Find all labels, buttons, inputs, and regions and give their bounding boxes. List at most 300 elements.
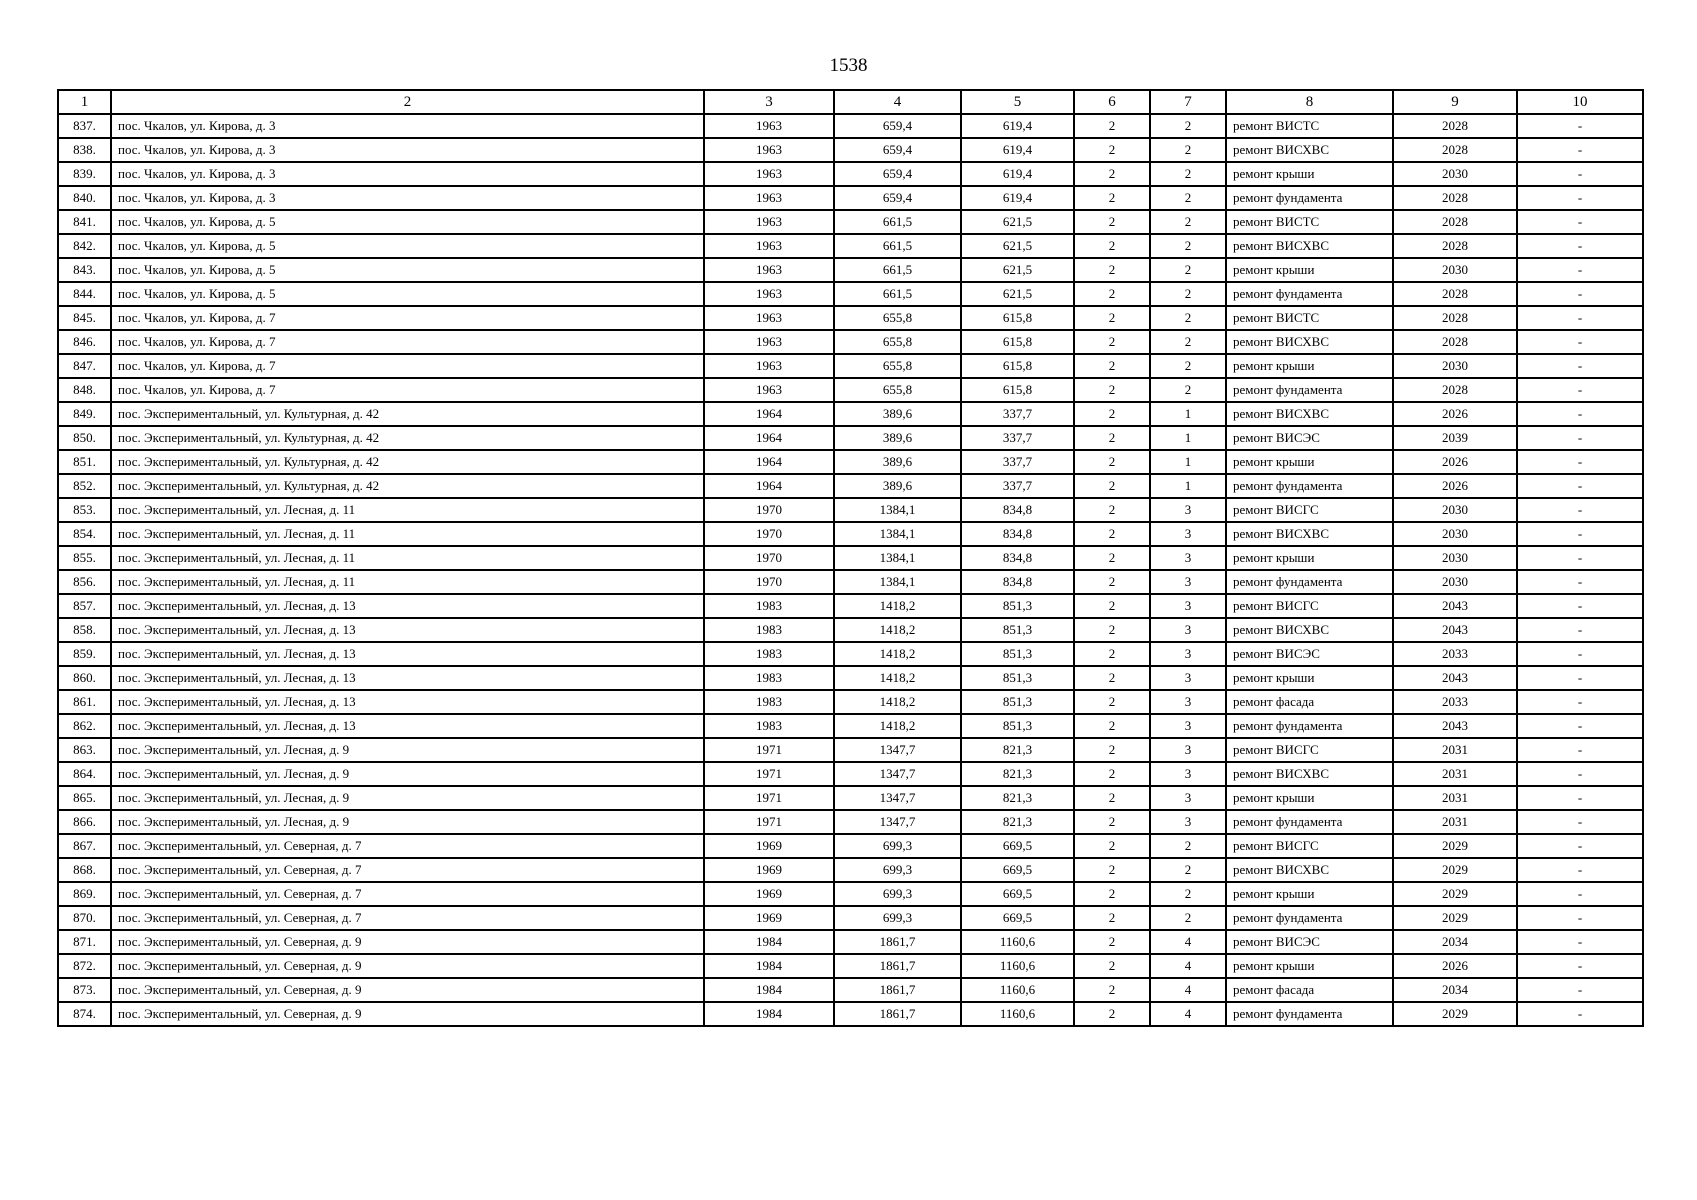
row-number-cell: 869. [58, 882, 111, 906]
col-6-value-cell: 2 [1074, 618, 1150, 642]
living-area-cell: 619,4 [961, 114, 1074, 138]
col-6-value-cell: 2 [1074, 738, 1150, 762]
work-type-cell: ремонт крыши [1226, 546, 1393, 570]
table-row [58, 426, 1643, 450]
col-6-value-cell: 2 [1074, 810, 1150, 834]
column-header-10: 10 [1517, 90, 1643, 114]
col-7-value-cell: 2 [1150, 882, 1226, 906]
col-7-value-cell: 1 [1150, 474, 1226, 498]
col-10-value-cell: - [1517, 186, 1643, 210]
col-6-value-cell: 2 [1074, 570, 1150, 594]
total-area-cell: 655,8 [834, 330, 961, 354]
address-cell: пос. Экспериментальный, ул. Северная, д. 9 [111, 930, 704, 954]
total-area-cell: 389,6 [834, 426, 961, 450]
address-cell: пос. Экспериментальный, ул. Лесная, д. 9 [111, 810, 704, 834]
work-type-cell: ремонт ВИСХВС [1226, 762, 1393, 786]
col-6-value-cell: 2 [1074, 858, 1150, 882]
year-built-cell: 1983 [704, 642, 834, 666]
col-10-value-cell: - [1517, 714, 1643, 738]
planned-year-cell: 2034 [1393, 978, 1517, 1002]
work-type-cell: ремонт крыши [1226, 162, 1393, 186]
col-10-value-cell: - [1517, 642, 1643, 666]
work-type-cell: ремонт фундамента [1226, 474, 1393, 498]
planned-year-cell: 2026 [1393, 450, 1517, 474]
row-number-cell: 839. [58, 162, 111, 186]
total-area-cell: 1418,2 [834, 714, 961, 738]
col-7-value-cell: 1 [1150, 426, 1226, 450]
work-type-cell: ремонт ВИСГС [1226, 498, 1393, 522]
col-10-value-cell: - [1517, 546, 1643, 570]
row-number-cell: 865. [58, 786, 111, 810]
living-area-cell: 1160,6 [961, 1002, 1074, 1026]
planned-year-cell: 2030 [1393, 522, 1517, 546]
living-area-cell: 821,3 [961, 738, 1074, 762]
table-row [58, 450, 1643, 474]
year-built-cell: 1964 [704, 450, 834, 474]
living-area-cell: 669,5 [961, 882, 1074, 906]
work-type-cell: ремонт ВИСГС [1226, 834, 1393, 858]
row-number-cell: 870. [58, 906, 111, 930]
column-header-7: 7 [1150, 90, 1226, 114]
table-row [58, 714, 1643, 738]
living-area-cell: 851,3 [961, 690, 1074, 714]
address-cell: пос. Чкалов, ул. Кирова, д. 7 [111, 330, 704, 354]
work-type-cell: ремонт ВИСХВС [1226, 402, 1393, 426]
work-type-cell: ремонт фундамента [1226, 570, 1393, 594]
table-row [58, 474, 1643, 498]
work-type-cell: ремонт фундамента [1226, 1002, 1393, 1026]
year-built-cell: 1969 [704, 906, 834, 930]
col-10-value-cell: - [1517, 138, 1643, 162]
col-7-value-cell: 2 [1150, 114, 1226, 138]
address-cell: пос. Чкалов, ул. Кирова, д. 3 [111, 138, 704, 162]
col-7-value-cell: 2 [1150, 858, 1226, 882]
work-type-cell: ремонт ВИСГС [1226, 738, 1393, 762]
row-number-cell: 853. [58, 498, 111, 522]
row-number-cell: 837. [58, 114, 111, 138]
col-7-value-cell: 3 [1150, 738, 1226, 762]
col-7-value-cell: 2 [1150, 354, 1226, 378]
address-cell: пос. Чкалов, ул. Кирова, д. 3 [111, 186, 704, 210]
col-10-value-cell: - [1517, 978, 1643, 1002]
planned-year-cell: 2028 [1393, 306, 1517, 330]
living-area-cell: 337,7 [961, 426, 1074, 450]
living-area-cell: 834,8 [961, 522, 1074, 546]
total-area-cell: 1347,7 [834, 738, 961, 762]
address-cell: пос. Экспериментальный, ул. Северная, д. 9 [111, 954, 704, 978]
total-area-cell: 659,4 [834, 138, 961, 162]
living-area-cell: 621,5 [961, 258, 1074, 282]
row-number-cell: 871. [58, 930, 111, 954]
row-number-cell: 866. [58, 810, 111, 834]
col-10-value-cell: - [1517, 210, 1643, 234]
work-type-cell: ремонт ВИСХВС [1226, 330, 1393, 354]
col-10-value-cell: - [1517, 690, 1643, 714]
planned-year-cell: 2029 [1393, 1002, 1517, 1026]
total-area-cell: 1418,2 [834, 666, 961, 690]
living-area-cell: 337,7 [961, 474, 1074, 498]
col-7-value-cell: 2 [1150, 234, 1226, 258]
address-cell: пос. Экспериментальный, ул. Лесная, д. 13 [111, 666, 704, 690]
living-area-cell: 615,8 [961, 378, 1074, 402]
col-6-value-cell: 2 [1074, 498, 1150, 522]
table-row [58, 954, 1643, 978]
planned-year-cell: 2028 [1393, 378, 1517, 402]
address-cell: пос. Чкалов, ул. Кирова, д. 5 [111, 210, 704, 234]
work-type-cell: ремонт крыши [1226, 882, 1393, 906]
year-built-cell: 1963 [704, 162, 834, 186]
col-6-value-cell: 2 [1074, 402, 1150, 426]
total-area-cell: 1384,1 [834, 498, 961, 522]
planned-year-cell: 2031 [1393, 762, 1517, 786]
col-10-value-cell: - [1517, 594, 1643, 618]
address-cell: пос. Экспериментальный, ул. Лесная, д. 13 [111, 690, 704, 714]
living-area-cell: 615,8 [961, 330, 1074, 354]
row-number-cell: 846. [58, 330, 111, 354]
table-row [58, 354, 1643, 378]
col-6-value-cell: 2 [1074, 378, 1150, 402]
year-built-cell: 1983 [704, 714, 834, 738]
col-10-value-cell: - [1517, 738, 1643, 762]
row-number-cell: 873. [58, 978, 111, 1002]
year-built-cell: 1971 [704, 738, 834, 762]
row-number-cell: 845. [58, 306, 111, 330]
row-number-cell: 847. [58, 354, 111, 378]
table-body [58, 114, 1643, 1026]
col-10-value-cell: - [1517, 402, 1643, 426]
address-cell: пос. Экспериментальный, ул. Культурная, д. 42 [111, 426, 704, 450]
living-area-cell: 821,3 [961, 786, 1074, 810]
year-built-cell: 1969 [704, 858, 834, 882]
col-10-value-cell: - [1517, 378, 1643, 402]
col-10-value-cell: - [1517, 498, 1643, 522]
col-7-value-cell: 2 [1150, 330, 1226, 354]
living-area-cell: 834,8 [961, 498, 1074, 522]
col-7-value-cell: 2 [1150, 162, 1226, 186]
col-10-value-cell: - [1517, 450, 1643, 474]
table-row [58, 138, 1643, 162]
column-header-9: 9 [1393, 90, 1517, 114]
living-area-cell: 615,8 [961, 306, 1074, 330]
total-area-cell: 699,3 [834, 858, 961, 882]
work-type-cell: ремонт ВИСХВС [1226, 618, 1393, 642]
col-7-value-cell: 3 [1150, 546, 1226, 570]
column-header-5: 5 [961, 90, 1074, 114]
table-row [58, 810, 1643, 834]
table-row [58, 306, 1643, 330]
col-10-value-cell: - [1517, 1002, 1643, 1026]
col-10-value-cell: - [1517, 114, 1643, 138]
planned-year-cell: 2031 [1393, 810, 1517, 834]
row-number-cell: 868. [58, 858, 111, 882]
col-6-value-cell: 2 [1074, 834, 1150, 858]
row-number-cell: 854. [58, 522, 111, 546]
col-7-value-cell: 2 [1150, 282, 1226, 306]
col-10-value-cell: - [1517, 234, 1643, 258]
total-area-cell: 1418,2 [834, 690, 961, 714]
living-area-cell: 1160,6 [961, 954, 1074, 978]
col-6-value-cell: 2 [1074, 1002, 1150, 1026]
address-cell: пос. Чкалов, ул. Кирова, д. 5 [111, 282, 704, 306]
col-7-value-cell: 2 [1150, 258, 1226, 282]
total-area-cell: 655,8 [834, 354, 961, 378]
year-built-cell: 1964 [704, 474, 834, 498]
year-built-cell: 1983 [704, 690, 834, 714]
planned-year-cell: 2030 [1393, 354, 1517, 378]
planned-year-cell: 2028 [1393, 330, 1517, 354]
work-type-cell: ремонт ВИСЭС [1226, 426, 1393, 450]
total-area-cell: 1861,7 [834, 978, 961, 1002]
living-area-cell: 851,3 [961, 618, 1074, 642]
work-type-cell: ремонт крыши [1226, 666, 1393, 690]
year-built-cell: 1969 [704, 882, 834, 906]
planned-year-cell: 2030 [1393, 258, 1517, 282]
planned-year-cell: 2026 [1393, 474, 1517, 498]
col-6-value-cell: 2 [1074, 306, 1150, 330]
col-7-value-cell: 2 [1150, 210, 1226, 234]
year-built-cell: 1964 [704, 402, 834, 426]
address-cell: пос. Экспериментальный, ул. Лесная, д. 11 [111, 498, 704, 522]
col-6-value-cell: 2 [1074, 978, 1150, 1002]
col-7-value-cell: 2 [1150, 906, 1226, 930]
row-number-cell: 851. [58, 450, 111, 474]
year-built-cell: 1963 [704, 306, 834, 330]
col-6-value-cell: 2 [1074, 954, 1150, 978]
year-built-cell: 1964 [704, 426, 834, 450]
col-6-value-cell: 2 [1074, 546, 1150, 570]
total-area-cell: 655,8 [834, 306, 961, 330]
year-built-cell: 1984 [704, 930, 834, 954]
col-6-value-cell: 2 [1074, 114, 1150, 138]
address-cell: пос. Экспериментальный, ул. Лесная, д. 11 [111, 546, 704, 570]
planned-year-cell: 2029 [1393, 834, 1517, 858]
address-cell: пос. Чкалов, ул. Кирова, д. 5 [111, 258, 704, 282]
col-10-value-cell: - [1517, 282, 1643, 306]
year-built-cell: 1963 [704, 378, 834, 402]
col-7-value-cell: 2 [1150, 378, 1226, 402]
address-cell: пос. Экспериментальный, ул. Лесная, д. 13 [111, 714, 704, 738]
total-area-cell: 1861,7 [834, 1002, 961, 1026]
row-number-cell: 864. [58, 762, 111, 786]
address-cell: пос. Экспериментальный, ул. Культурная, д. 42 [111, 450, 704, 474]
year-built-cell: 1984 [704, 978, 834, 1002]
address-cell: пос. Чкалов, ул. Кирова, д. 3 [111, 114, 704, 138]
planned-year-cell: 2028 [1393, 234, 1517, 258]
total-area-cell: 659,4 [834, 186, 961, 210]
col-10-value-cell: - [1517, 810, 1643, 834]
col-6-value-cell: 2 [1074, 786, 1150, 810]
table-row [58, 882, 1643, 906]
total-area-cell: 389,6 [834, 474, 961, 498]
col-6-value-cell: 2 [1074, 930, 1150, 954]
living-area-cell: 621,5 [961, 282, 1074, 306]
row-number-cell: 857. [58, 594, 111, 618]
year-built-cell: 1970 [704, 522, 834, 546]
col-10-value-cell: - [1517, 762, 1643, 786]
living-area-cell: 851,3 [961, 714, 1074, 738]
table-row [58, 330, 1643, 354]
col-10-value-cell: - [1517, 426, 1643, 450]
table-row [58, 1002, 1643, 1026]
col-7-value-cell: 3 [1150, 594, 1226, 618]
col-7-value-cell: 3 [1150, 690, 1226, 714]
address-cell: пос. Чкалов, ул. Кирова, д. 7 [111, 354, 704, 378]
year-built-cell: 1963 [704, 282, 834, 306]
work-type-cell: ремонт ВИСГС [1226, 594, 1393, 618]
year-built-cell: 1963 [704, 186, 834, 210]
total-area-cell: 1384,1 [834, 522, 961, 546]
year-built-cell: 1963 [704, 330, 834, 354]
row-number-cell: 872. [58, 954, 111, 978]
living-area-cell: 621,5 [961, 210, 1074, 234]
table-row [58, 930, 1643, 954]
table-row [58, 114, 1643, 138]
work-type-cell: ремонт крыши [1226, 258, 1393, 282]
work-type-cell: ремонт фундамента [1226, 714, 1393, 738]
col-7-value-cell: 3 [1150, 522, 1226, 546]
row-number-cell: 862. [58, 714, 111, 738]
address-cell: пос. Экспериментальный, ул. Лесная, д. 9 [111, 738, 704, 762]
col-6-value-cell: 2 [1074, 426, 1150, 450]
address-cell: пос. Экспериментальный, ул. Культурная, д. 42 [111, 402, 704, 426]
living-area-cell: 1160,6 [961, 930, 1074, 954]
col-6-value-cell: 2 [1074, 762, 1150, 786]
table-row [58, 210, 1643, 234]
planned-year-cell: 2033 [1393, 690, 1517, 714]
work-type-cell: ремонт ВИСХВС [1226, 858, 1393, 882]
col-6-value-cell: 2 [1074, 282, 1150, 306]
total-area-cell: 661,5 [834, 234, 961, 258]
row-number-cell: 840. [58, 186, 111, 210]
work-type-cell: ремонт ВИСХВС [1226, 522, 1393, 546]
year-built-cell: 1984 [704, 1002, 834, 1026]
total-area-cell: 1418,2 [834, 594, 961, 618]
work-type-cell: ремонт ВИСТС [1226, 306, 1393, 330]
column-header-8: 8 [1226, 90, 1393, 114]
col-7-value-cell: 2 [1150, 138, 1226, 162]
year-built-cell: 1963 [704, 210, 834, 234]
col-10-value-cell: - [1517, 930, 1643, 954]
col-10-value-cell: - [1517, 882, 1643, 906]
year-built-cell: 1963 [704, 258, 834, 282]
total-area-cell: 659,4 [834, 162, 961, 186]
col-7-value-cell: 4 [1150, 1002, 1226, 1026]
year-built-cell: 1984 [704, 954, 834, 978]
planned-year-cell: 2030 [1393, 570, 1517, 594]
page-number: 1538 [829, 55, 868, 76]
living-area-cell: 619,4 [961, 186, 1074, 210]
col-10-value-cell: - [1517, 162, 1643, 186]
planned-year-cell: 2026 [1393, 954, 1517, 978]
row-number-cell: 859. [58, 642, 111, 666]
planned-year-cell: 2043 [1393, 594, 1517, 618]
living-area-cell: 337,7 [961, 402, 1074, 426]
planned-year-cell: 2031 [1393, 786, 1517, 810]
work-type-cell: ремонт крыши [1226, 786, 1393, 810]
table-row [58, 282, 1643, 306]
col-6-value-cell: 2 [1074, 186, 1150, 210]
table-row [58, 498, 1643, 522]
total-area-cell: 1384,1 [834, 546, 961, 570]
col-6-value-cell: 2 [1074, 234, 1150, 258]
year-built-cell: 1971 [704, 762, 834, 786]
year-built-cell: 1969 [704, 834, 834, 858]
header-row [58, 90, 1643, 114]
col-10-value-cell: - [1517, 666, 1643, 690]
address-cell: пос. Экспериментальный, ул. Культурная, д. 42 [111, 474, 704, 498]
row-number-cell: 843. [58, 258, 111, 282]
address-cell: пос. Экспериментальный, ул. Северная, д. 9 [111, 1002, 704, 1026]
column-header-1: 1 [58, 90, 111, 114]
work-type-cell: ремонт ВИСХВС [1226, 234, 1393, 258]
col-6-value-cell: 2 [1074, 258, 1150, 282]
work-type-cell: ремонт фундамента [1226, 282, 1393, 306]
total-area-cell: 699,3 [834, 882, 961, 906]
column-header-2: 2 [111, 90, 704, 114]
col-6-value-cell: 2 [1074, 210, 1150, 234]
col-6-value-cell: 2 [1074, 666, 1150, 690]
col-10-value-cell: - [1517, 258, 1643, 282]
planned-year-cell: 2043 [1393, 618, 1517, 642]
address-cell: пос. Экспериментальный, ул. Лесная, д. 11 [111, 522, 704, 546]
year-built-cell: 1963 [704, 354, 834, 378]
col-7-value-cell: 3 [1150, 714, 1226, 738]
col-7-value-cell: 2 [1150, 306, 1226, 330]
row-number-cell: 855. [58, 546, 111, 570]
row-number-cell: 849. [58, 402, 111, 426]
row-number-cell: 860. [58, 666, 111, 690]
living-area-cell: 615,8 [961, 354, 1074, 378]
address-cell: пос. Экспериментальный, ул. Лесная, д. 11 [111, 570, 704, 594]
col-7-value-cell: 1 [1150, 450, 1226, 474]
total-area-cell: 1347,7 [834, 762, 961, 786]
work-type-cell: ремонт фундамента [1226, 186, 1393, 210]
col-10-value-cell: - [1517, 618, 1643, 642]
year-built-cell: 1963 [704, 234, 834, 258]
living-area-cell: 669,5 [961, 906, 1074, 930]
year-built-cell: 1963 [704, 114, 834, 138]
col-10-value-cell: - [1517, 474, 1643, 498]
col-7-value-cell: 4 [1150, 930, 1226, 954]
col-7-value-cell: 2 [1150, 186, 1226, 210]
col-7-value-cell: 4 [1150, 954, 1226, 978]
col-10-value-cell: - [1517, 834, 1643, 858]
total-area-cell: 1384,1 [834, 570, 961, 594]
planned-year-cell: 2026 [1393, 402, 1517, 426]
row-number-cell: 856. [58, 570, 111, 594]
col-10-value-cell: - [1517, 858, 1643, 882]
col-7-value-cell: 3 [1150, 570, 1226, 594]
total-area-cell: 661,5 [834, 258, 961, 282]
table-row [58, 594, 1643, 618]
total-area-cell: 1861,7 [834, 930, 961, 954]
work-type-cell: ремонт ВИСХВС [1226, 138, 1393, 162]
col-7-value-cell: 4 [1150, 978, 1226, 1002]
work-type-cell: ремонт ВИСЭС [1226, 642, 1393, 666]
living-area-cell: 619,4 [961, 138, 1074, 162]
planned-year-cell: 2028 [1393, 282, 1517, 306]
total-area-cell: 655,8 [834, 378, 961, 402]
row-number-cell: 867. [58, 834, 111, 858]
address-cell: пос. Экспериментальный, ул. Северная, д. 7 [111, 906, 704, 930]
repair-schedule-table [57, 89, 1644, 1027]
planned-year-cell: 2043 [1393, 666, 1517, 690]
planned-year-cell: 2029 [1393, 906, 1517, 930]
living-area-cell: 619,4 [961, 162, 1074, 186]
work-type-cell: ремонт фасада [1226, 978, 1393, 1002]
address-cell: пос. Экспериментальный, ул. Лесная, д. 13 [111, 594, 704, 618]
living-area-cell: 851,3 [961, 666, 1074, 690]
